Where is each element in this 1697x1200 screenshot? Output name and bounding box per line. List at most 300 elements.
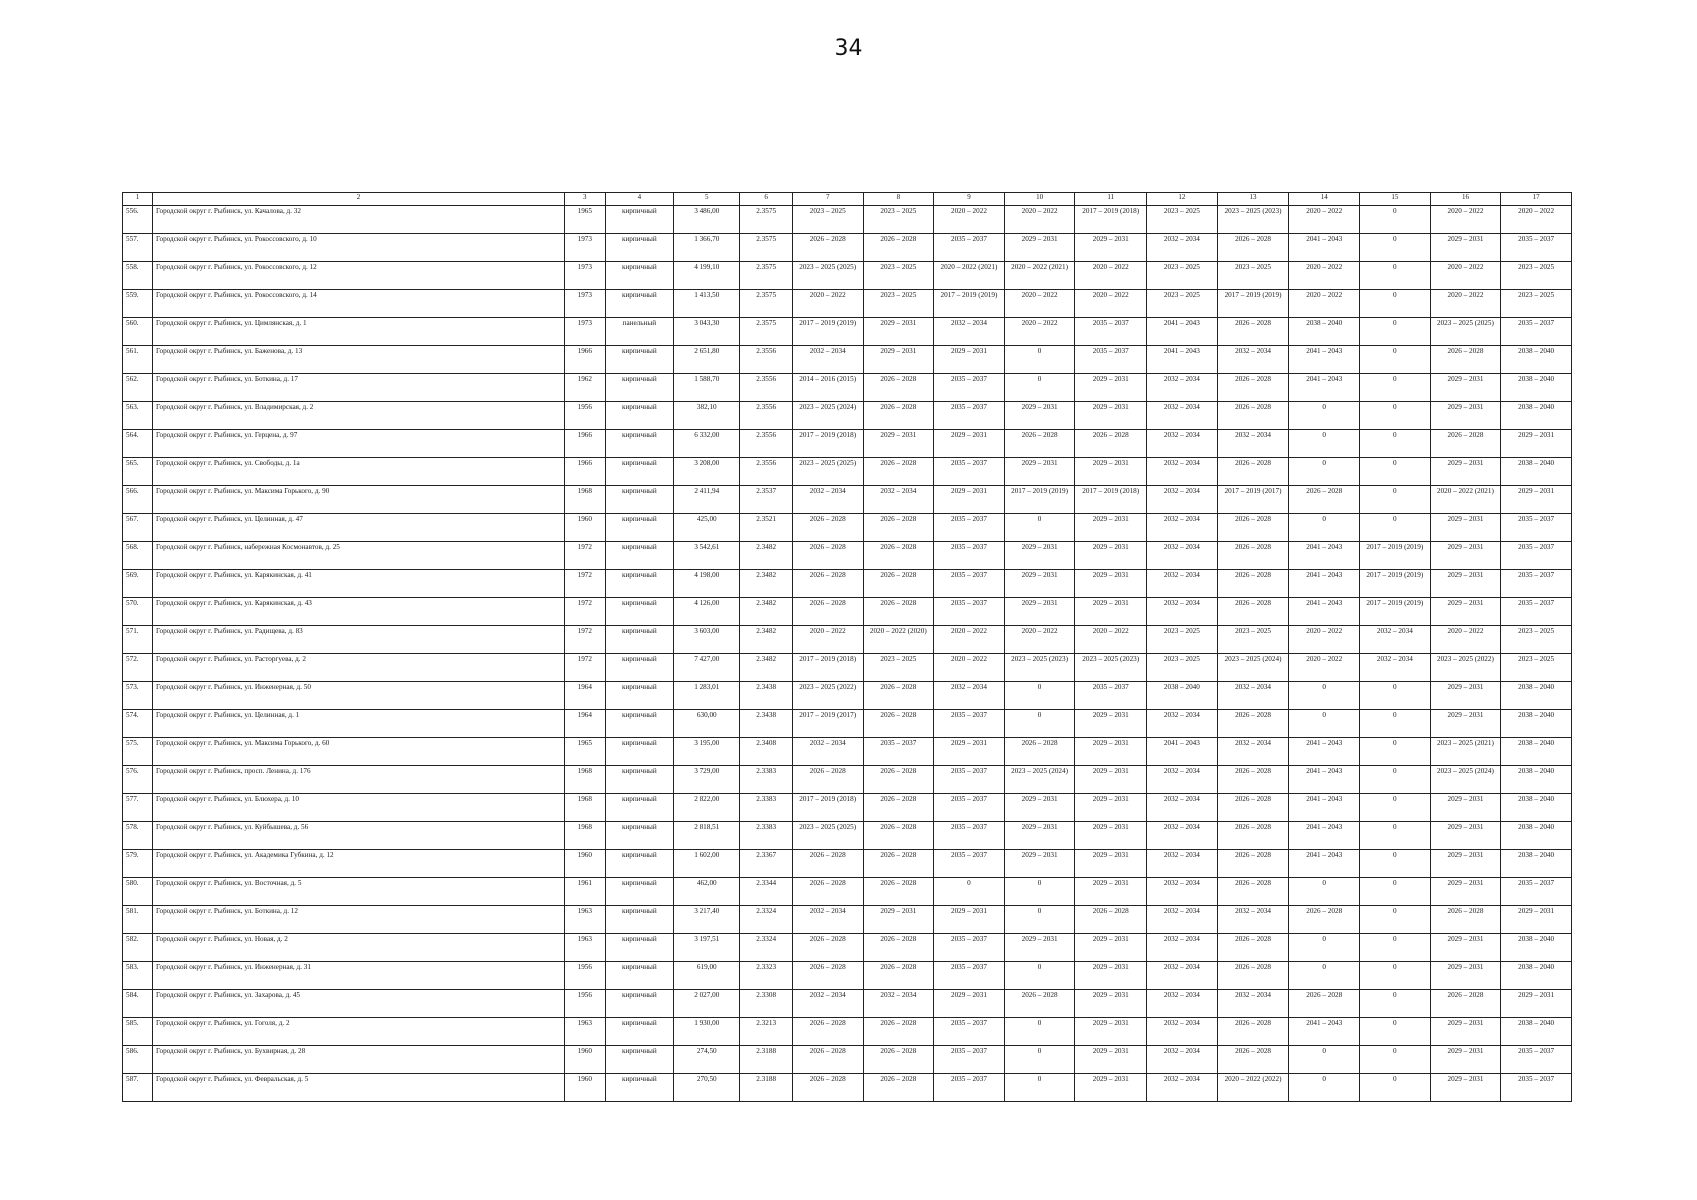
table-cell: 2.3482 [740,542,792,570]
table-cell: 2035 – 2037 [934,458,1005,486]
table-cell: 2023 – 2025 [792,206,863,234]
table-cell: кирпичный [605,766,673,794]
table-cell: кирпичный [605,822,673,850]
table-cell: 2029 – 2031 [1430,962,1501,990]
table-cell: 1973 [564,262,605,290]
table-cell: 0 [1360,794,1431,822]
table-cell: 2029 – 2031 [1075,766,1147,794]
table-cell: 0 [1360,486,1431,514]
table-cell: 2026 – 2028 [1217,794,1289,822]
table-cell: 2.3521 [740,514,792,542]
table-cell: 2032 – 2034 [1147,430,1218,458]
table-cell: 2017 – 2019 (2017) [792,710,863,738]
table-cell: 0 [1360,990,1431,1018]
column-header-16: 16 [1430,193,1501,206]
table-cell: 1956 [564,962,605,990]
table-cell: 2023 – 2025 (2025) [1430,318,1501,346]
address-cell: Городской округ г. Рыбинск, ул. Расторгуева, д. 2 [152,654,564,682]
table-cell: 2026 – 2028 [1217,878,1289,906]
table-cell: 2032 – 2034 [1147,962,1218,990]
row-number: 575. [123,738,153,766]
table-cell: 1 413,50 [674,290,740,318]
table-row [123,822,1572,850]
table-cell: 2023 – 2025 [1501,654,1572,682]
table-row [123,682,1572,710]
row-number: 571. [123,626,153,654]
table-cell: 4 199,10 [674,262,740,290]
table-cell: 2029 – 2031 [1004,794,1075,822]
table-cell: 4 126,00 [674,598,740,626]
address-cell: Городской округ г. Рыбинск, ул. Восточная, д. 5 [152,878,564,906]
table-cell: кирпичный [605,430,673,458]
address-cell: Городской округ г. Рыбинск, ул. Максима Горького, д. 90 [152,486,564,514]
table-cell: 2035 – 2037 [1501,570,1572,598]
table-cell: 1963 [564,906,605,934]
table-cell: 2029 – 2031 [1075,990,1147,1018]
column-header-4: 4 [605,193,673,206]
address-cell: Городской округ г. Рыбинск, ул. Академика Губкина, д. 12 [152,850,564,878]
table-cell: 2020 – 2022 [934,654,1005,682]
table-cell: 2023 – 2025 (2022) [792,682,863,710]
table-cell: 2020 – 2022 (2021) [1430,486,1501,514]
table-cell: 2017 – 2019 (2017) [1217,486,1289,514]
table-cell: 2020 – 2022 [1004,290,1075,318]
table-body [123,206,1572,1102]
table-cell: 2035 – 2037 [1501,598,1572,626]
table-cell: 2032 – 2034 [1147,458,1218,486]
table-cell: 2026 – 2028 [863,542,934,570]
table-cell: 2035 – 2037 [934,514,1005,542]
table-cell: 2023 – 2025 [1501,290,1572,318]
table-cell: 2029 – 2031 [934,990,1005,1018]
table-cell: 2035 – 2037 [1501,234,1572,262]
table-cell: 0 [1289,1046,1360,1074]
table-cell: кирпичный [605,1074,673,1102]
table-cell: 1 602,00 [674,850,740,878]
table-row [123,486,1572,514]
table-cell: 2035 – 2037 [1075,318,1147,346]
table-cell: 2038 – 2040 [1147,682,1218,710]
table-row [123,346,1572,374]
table-cell: 2020 – 2022 [934,206,1005,234]
table-cell: 2023 – 2025 [1147,290,1218,318]
table-cell: 2029 – 2031 [934,346,1005,374]
table-cell: 3 217,40 [674,906,740,934]
table-cell: 2017 – 2019 (2018) [792,654,863,682]
table-cell: 0 [1289,934,1360,962]
table-cell: 2029 – 2031 [934,486,1005,514]
table-cell: 2023 – 2025 (2024) [1430,766,1501,794]
table-cell: 2032 – 2034 [792,346,863,374]
table-cell: 2023 – 2025 (2024) [1004,766,1075,794]
address-cell: Городской округ г. Рыбинск, ул. Инженерная, д. 31 [152,962,564,990]
table-cell: 2.3575 [740,234,792,262]
table-cell: 2017 – 2019 (2019) [1004,486,1075,514]
table-cell: 3 486,00 [674,206,740,234]
table-row [123,430,1572,458]
table-cell: 2029 – 2031 [1075,794,1147,822]
table-cell: 2032 – 2034 [1147,402,1218,430]
table-cell: 1962 [564,374,605,402]
table-cell: 2026 – 2028 [792,934,863,962]
table-cell: 0 [1004,346,1075,374]
table-row [123,766,1572,794]
table-cell: 2026 – 2028 [863,1074,934,1102]
table-cell: 2023 – 2025 (2021) [1430,738,1501,766]
row-number: 559. [123,290,153,318]
table-cell: 2026 – 2028 [1217,542,1289,570]
row-number: 564. [123,430,153,458]
table-cell: 2038 – 2040 [1289,318,1360,346]
table-cell: 0 [1289,962,1360,990]
column-header-11: 11 [1075,193,1147,206]
table-row [123,850,1572,878]
table-cell: 2.3556 [740,458,792,486]
table-cell: 2029 – 2031 [1075,514,1147,542]
table-cell: 2029 – 2031 [1430,710,1501,738]
table-cell: 0 [1289,710,1360,738]
table-cell: 2032 – 2034 [792,486,863,514]
table-cell: 2020 – 2022 [1075,626,1147,654]
table-cell: 2032 – 2034 [1147,486,1218,514]
table-cell: 1966 [564,430,605,458]
table-cell: 2020 – 2022 (2022) [1217,1074,1289,1102]
table-cell: кирпичный [605,234,673,262]
table-cell: 2038 – 2040 [1501,346,1572,374]
table-cell: 2029 – 2031 [1075,374,1147,402]
table-cell: 0 [1004,1018,1075,1046]
column-header-7: 7 [792,193,863,206]
table-cell: 2029 – 2031 [1430,822,1501,850]
table-cell: 2029 – 2031 [1075,878,1147,906]
table-cell: 2.3556 [740,402,792,430]
table-cell: 2020 – 2022 [934,626,1005,654]
table-cell: кирпичный [605,738,673,766]
table-cell: 2035 – 2037 [934,1046,1005,1074]
table-cell: 2029 – 2031 [1075,822,1147,850]
table-cell: 1 366,70 [674,234,740,262]
row-number: 576. [123,766,153,794]
column-header-12: 12 [1147,193,1218,206]
table-cell: 1968 [564,794,605,822]
table-cell: 2032 – 2034 [1147,1046,1218,1074]
table-cell: 0 [1360,206,1431,234]
table-cell: 1966 [564,346,605,374]
table-row [123,262,1572,290]
table-cell: 2026 – 2028 [1430,906,1501,934]
table-cell: 0 [1004,682,1075,710]
table-cell: 2041 – 2043 [1289,542,1360,570]
table-cell: 2032 – 2034 [1147,990,1218,1018]
table-cell: 1 588,70 [674,374,740,402]
column-header-13: 13 [1217,193,1289,206]
address-cell: Городской округ г. Рыбинск, ул. Карякинская, д. 41 [152,570,564,598]
table-cell: 2032 – 2034 [1147,570,1218,598]
table-cell: 2032 – 2034 [792,738,863,766]
table-cell: 4 198,00 [674,570,740,598]
table-cell: 2029 – 2031 [1430,570,1501,598]
table-cell: 2026 – 2028 [863,850,934,878]
table-cell: кирпичный [605,626,673,654]
table-cell: кирпичный [605,1018,673,1046]
table-cell: 2029 – 2031 [863,906,934,934]
table-cell: 2029 – 2031 [1004,542,1075,570]
table-cell: 2026 – 2028 [792,1074,863,1102]
table-cell: 2035 – 2037 [934,1074,1005,1102]
row-number: 558. [123,262,153,290]
table-cell: 2.3324 [740,906,792,934]
table-cell: 2032 – 2034 [1147,850,1218,878]
table-cell: 2026 – 2028 [863,822,934,850]
table-row [123,374,1572,402]
table-cell: кирпичный [605,710,673,738]
table-cell: кирпичный [605,514,673,542]
table-cell: 2026 – 2028 [792,570,863,598]
table-cell: 3 197,51 [674,934,740,962]
table-cell: 2026 – 2028 [1217,766,1289,794]
address-cell: Городской округ г. Рыбинск, ул. Боткина, д. 17 [152,374,564,402]
table-cell: 1961 [564,878,605,906]
table-cell: 2026 – 2028 [1217,934,1289,962]
table-cell: 2035 – 2037 [1075,346,1147,374]
table-cell: 2029 – 2031 [1501,990,1572,1018]
table-cell: 2032 – 2034 [1147,374,1218,402]
table-cell: кирпичный [605,598,673,626]
table-cell: 2029 – 2031 [1075,1046,1147,1074]
table-cell: 0 [1289,458,1360,486]
table-cell: 0 [1360,962,1431,990]
table-cell: 2017 – 2019 (2019) [1360,570,1431,598]
table-cell: 2.3383 [740,822,792,850]
address-cell: Городской округ г. Рыбинск, ул. Захарова, д. 45 [152,990,564,1018]
table-cell: 2041 – 2043 [1289,794,1360,822]
table-row [123,626,1572,654]
table-cell: кирпичный [605,402,673,430]
column-header-14: 14 [1289,193,1360,206]
address-cell: Городской округ г. Рыбинск, ул. Рокоссовского, д. 10 [152,234,564,262]
table-row [123,738,1572,766]
table-cell: 2038 – 2040 [1501,1018,1572,1046]
table-cell: 2023 – 2025 (2025) [792,262,863,290]
table-cell: 2029 – 2031 [1430,374,1501,402]
table-cell: 2035 – 2037 [934,570,1005,598]
table-cell: 2026 – 2028 [863,710,934,738]
column-header-8: 8 [863,193,934,206]
table-cell: 1 930,00 [674,1018,740,1046]
table-cell: 2035 – 2037 [863,738,934,766]
table-cell: 2020 – 2022 [1289,262,1360,290]
address-cell: Городской округ г. Рыбинск, ул. Карякинская, д. 43 [152,598,564,626]
table-cell: 2032 – 2034 [1147,878,1218,906]
row-number: 574. [123,710,153,738]
table-cell: 2026 – 2028 [792,542,863,570]
address-cell: Городской округ г. Рыбинск, ул. Гоголя, д. 2 [152,1018,564,1046]
table-cell: 0 [1360,1074,1431,1102]
table-cell: 2029 – 2031 [1430,598,1501,626]
table-cell: 462,00 [674,878,740,906]
table-cell: 2026 – 2028 [1217,402,1289,430]
table-cell: 2026 – 2028 [863,794,934,822]
table-cell: 2.3383 [740,766,792,794]
table-cell: кирпичный [605,206,673,234]
table-cell: 2020 – 2022 [1289,626,1360,654]
table-cell: 0 [1004,374,1075,402]
table-cell: 2.3438 [740,682,792,710]
table-cell: 2038 – 2040 [1501,962,1572,990]
table-cell: 2026 – 2028 [1430,430,1501,458]
address-cell: Городской округ г. Рыбинск, ул. Бухвирная, д. 28 [152,1046,564,1074]
table-cell: 2026 – 2028 [792,234,863,262]
table-cell: 270,50 [674,1074,740,1102]
table-cell: 2026 – 2028 [1430,990,1501,1018]
table-cell: 2023 – 2025 (2024) [1217,654,1289,682]
table-cell: 2023 – 2025 (2023) [1004,654,1075,682]
table-cell: 1960 [564,1074,605,1102]
table-cell: 0 [1289,514,1360,542]
table-cell: 2032 – 2034 [934,682,1005,710]
table-cell: 2038 – 2040 [1501,934,1572,962]
table-cell: 2035 – 2037 [1075,682,1147,710]
table-cell: 0 [1360,822,1431,850]
table-cell: 2026 – 2028 [1217,962,1289,990]
table-cell: 2029 – 2031 [934,738,1005,766]
table-cell: 2.3482 [740,626,792,654]
table-row [123,206,1572,234]
table-cell: 2032 – 2034 [863,990,934,1018]
table-cell: 2032 – 2034 [1147,1074,1218,1102]
table-cell: 2029 – 2031 [1075,542,1147,570]
table-cell: 2026 – 2028 [1004,990,1075,1018]
table-cell: кирпичный [605,374,673,402]
table-cell: 1972 [564,654,605,682]
row-number: 561. [123,346,153,374]
table-cell: 274,50 [674,1046,740,1074]
table-row [123,402,1572,430]
table-cell: 2020 – 2022 [1430,626,1501,654]
table-cell: 2020 – 2022 [1430,262,1501,290]
row-number: 583. [123,962,153,990]
table-cell: 2029 – 2031 [1075,458,1147,486]
table-cell: 2026 – 2028 [1289,990,1360,1018]
table-cell: 2032 – 2034 [1147,710,1218,738]
table-cell: 2020 – 2022 [1289,290,1360,318]
table-cell: 1966 [564,458,605,486]
table-cell: кирпичный [605,850,673,878]
row-number: 570. [123,598,153,626]
row-number: 585. [123,1018,153,1046]
table-cell: 2038 – 2040 [1501,402,1572,430]
table-cell: 2035 – 2037 [934,934,1005,962]
table-cell: 2032 – 2034 [792,906,863,934]
table-cell: 2029 – 2031 [934,906,1005,934]
table-cell: 0 [1360,710,1431,738]
table-cell: кирпичный [605,346,673,374]
row-number: 573. [123,682,153,710]
table-cell: 2029 – 2031 [1075,402,1147,430]
table-cell: 2029 – 2031 [1004,402,1075,430]
table-cell: 2020 – 2022 (2020) [863,626,934,654]
table-cell: кирпичный [605,458,673,486]
table-cell: 2029 – 2031 [1075,934,1147,962]
table-cell: 2026 – 2028 [863,766,934,794]
table-cell: 2029 – 2031 [1430,794,1501,822]
table-cell: 0 [1004,878,1075,906]
table-cell: 2035 – 2037 [1501,1046,1572,1074]
table-cell: 0 [1360,1046,1431,1074]
table-cell: 2023 – 2025 [1147,206,1218,234]
table-cell: 2029 – 2031 [1501,486,1572,514]
table-cell: 1972 [564,598,605,626]
table-cell: 2035 – 2037 [934,598,1005,626]
table-cell: 2.3323 [740,962,792,990]
column-header-3: 3 [564,193,605,206]
table-cell: 2026 – 2028 [863,234,934,262]
table-cell: 2014 – 2016 (2015) [792,374,863,402]
column-header-10: 10 [1004,193,1075,206]
table-row [123,794,1572,822]
address-cell: Городской округ г. Рыбинск, ул. Инженерная, д. 50 [152,682,564,710]
table-cell: 2041 – 2043 [1289,766,1360,794]
table-cell: 2017 – 2019 (2018) [792,794,863,822]
table-cell: 2026 – 2028 [1289,906,1360,934]
table-cell: 2026 – 2028 [1217,318,1289,346]
table-cell: 2026 – 2028 [1217,850,1289,878]
table-cell: 2041 – 2043 [1289,822,1360,850]
table-cell: 2035 – 2037 [1501,1074,1572,1102]
table-cell: 2026 – 2028 [1217,514,1289,542]
table-cell: 0 [934,878,1005,906]
table-cell: 0 [1289,402,1360,430]
table-cell: 2026 – 2028 [1217,374,1289,402]
table-cell: 2023 – 2025 [1147,654,1218,682]
table-cell: 2023 – 2025 [1217,262,1289,290]
address-cell: Городской округ г. Рыбинск, ул. Боткина, д. 12 [152,906,564,934]
table-cell: 2038 – 2040 [1501,682,1572,710]
table-cell: 2041 – 2043 [1289,234,1360,262]
table-cell: 2.3188 [740,1046,792,1074]
table-cell: 2020 – 2022 [1289,206,1360,234]
table-cell: 2017 – 2019 (2019) [1360,542,1431,570]
table-cell: кирпичный [605,794,673,822]
table-cell: 2032 – 2034 [1147,794,1218,822]
table-cell: кирпичный [605,654,673,682]
page-number: 34 [834,36,863,61]
table-row [123,1074,1572,1102]
table-cell: 2026 – 2028 [1217,1046,1289,1074]
table-cell: 2035 – 2037 [934,822,1005,850]
table-cell: 1 283,01 [674,682,740,710]
table-cell: 2026 – 2028 [1217,1018,1289,1046]
table-cell: 0 [1360,682,1431,710]
table-row [123,1018,1572,1046]
table-cell: 2029 – 2031 [1075,850,1147,878]
address-cell: Городской округ г. Рыбинск, ул. Владимирская, д. 2 [152,402,564,430]
table-row [123,318,1572,346]
register-table [122,192,1572,1102]
table-cell: 2020 – 2022 [1075,262,1147,290]
table-cell: 2023 – 2025 (2023) [1217,206,1289,234]
table-cell: 0 [1289,682,1360,710]
table-cell: 0 [1360,514,1431,542]
table-cell: 2023 – 2025 (2024) [792,402,863,430]
table-cell: 2029 – 2031 [1075,962,1147,990]
column-header-15: 15 [1360,193,1431,206]
table-cell: 2035 – 2037 [934,766,1005,794]
table-cell: 2029 – 2031 [1430,234,1501,262]
table-cell: 2029 – 2031 [1075,1074,1147,1102]
table-cell: 6 332,00 [674,430,740,458]
row-number: 560. [123,318,153,346]
